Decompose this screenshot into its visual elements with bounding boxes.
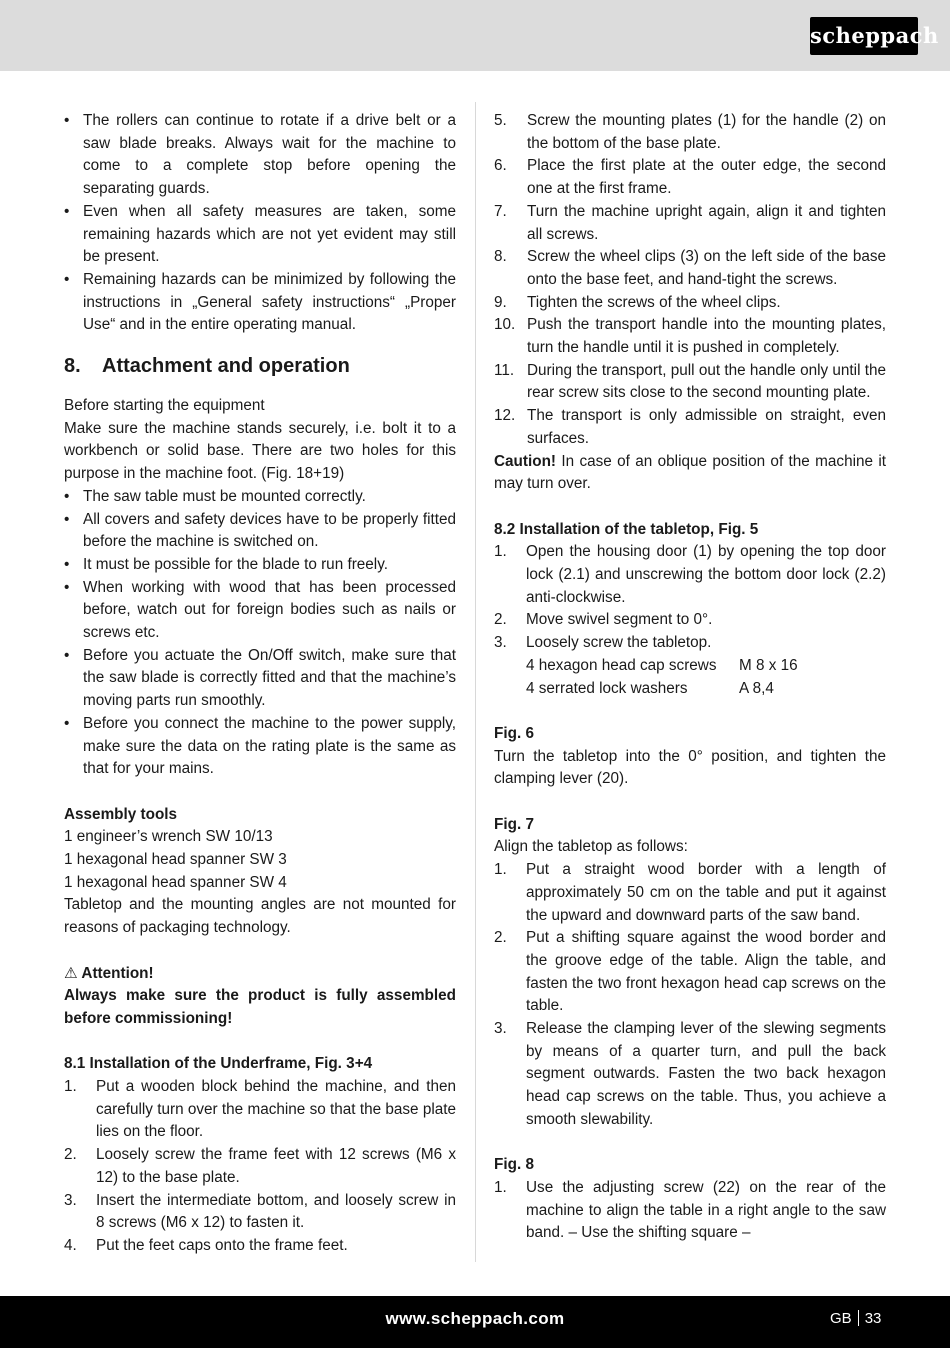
step-item <box>64 1076 456 1144</box>
tool-item: 1 hexagonal head spanner SW 3 <box>64 851 287 869</box>
section-number: 8. <box>64 355 81 378</box>
step-number: 11. <box>494 361 515 379</box>
attention-heading <box>64 963 456 986</box>
tabletop-heading: 8.2 Installation of the tabletop, Fig. 5 <box>494 520 759 538</box>
fig7-step-list <box>494 859 886 1131</box>
step-number: 1. <box>494 1178 507 1196</box>
bullet-item: • It must be possible for the blade to run freely. <box>64 554 456 577</box>
spec-row <box>526 678 886 701</box>
step-item <box>494 246 886 291</box>
step-item <box>494 405 886 450</box>
step-number: 7. <box>494 202 507 220</box>
step-number: 10. <box>494 316 516 334</box>
step-text: Loosely screw the frame feet with 12 screws (M6 x 12) to the base plate. <box>96 1146 456 1186</box>
step-item <box>494 859 886 927</box>
section-heading <box>64 349 456 395</box>
step-number: 1. <box>494 543 507 561</box>
underframe-step-list-continued <box>494 110 886 451</box>
fig7-heading: Fig. 7 <box>494 815 534 833</box>
before-start-text: Before starting the equipment <box>64 397 265 415</box>
step-text: Place the first plate at the outer edge, the second one at the first frame. <box>527 157 886 198</box>
bullet-item: • Remaining hazards can be minimized by following the instructions in „General safety instructions“ „Proper Use“ and in the entire operating manual. <box>64 269 456 337</box>
footer-band <box>0 1296 950 1348</box>
step-number: 4. <box>64 1237 77 1254</box>
step-text: Put the feet caps onto the frame feet. <box>96 1237 348 1254</box>
brand-logo <box>810 17 939 55</box>
packaging-note: Tabletop and the mounting angles are not mounted for reasons of packaging technology. <box>64 896 456 937</box>
step-item <box>494 360 886 405</box>
column-divider <box>475 102 476 1262</box>
fig6-heading: Fig. 6 <box>494 724 534 742</box>
bullet-item: • Before you connect the machine to the power supply, make sure the data on the rating plate is the same as that for your mains. <box>64 713 456 781</box>
step-item <box>494 292 886 315</box>
step-item <box>494 927 886 1018</box>
section-title: Attachment and operation <box>102 355 350 378</box>
step-number: 8. <box>494 248 507 266</box>
step-text: Screw the wheel clips (3) on the left side of the base onto the base feet, and hand-tight the screws. <box>527 248 886 288</box>
step-item <box>64 1144 456 1189</box>
step-text: Insert the intermediate bottom, and loosely screw in 8 screws (M6 x 12) to fasten it. <box>96 1191 456 1232</box>
intro-bullet-list <box>64 110 456 337</box>
step-text: Put a straight wood border with a length of approximately 50 cm on the table and put it against the upward and downward parts of the saw band. <box>526 861 886 924</box>
caution-body: In case of an oblique position of the machine it may turn over. <box>494 452 886 493</box>
spec-size: M 8 x 16 <box>739 656 798 674</box>
secure-instructions: Make sure the machine stands securely, i.e. bolt it to a workbench or solid base. There are two holes for this purpose in the machine foot. (Fig. 18+19) <box>64 419 456 483</box>
step-text: Tighten the screws of the wheel clips. <box>527 293 781 311</box>
step-item <box>64 1235 456 1258</box>
step-item <box>494 110 886 155</box>
step-text: Release the clamping lever of the slewing segments by means of a quarter turn, and pull the back segment outwards. Fasten the two back hexagon head cap screws on the table. Thus, you achieve a smooth slewability. <box>526 1020 886 1128</box>
fig7-intro: Align the tabletop as follows: <box>494 838 688 856</box>
header-band <box>0 0 950 71</box>
footer-language: GB <box>830 1310 852 1327</box>
step-number: 1. <box>64 1078 77 1096</box>
step-text: Use the adjusting screw (22) on the rear of the machine to align the table in a right angle to the saw band. – Use the shifting square – <box>526 1178 886 1242</box>
bullet-item: • When working with wood that has been processed before, watch out for foreign bodies such as nails or screws etc. <box>64 577 456 645</box>
step-text: During the transport, pull out the handle only until the rear screw sits close to the second mounting plate. <box>527 361 886 402</box>
assembly-tools-heading: Assembly tools <box>64 805 178 823</box>
step-item <box>494 1177 886 1245</box>
footer-separator <box>858 1310 859 1326</box>
step-item <box>494 609 886 632</box>
step-text: Push the transport handle into the mounting plates, turn the handle until it is pushed in completely. <box>527 316 886 357</box>
spec-size: A 8,4 <box>739 679 774 697</box>
bullet-item: • The rollers can continue to rotate if a drive belt or a saw blade breaks. Always wait for the machine to come to a complete stop before opening the separating guards. <box>64 110 456 201</box>
tool-item: 1 engineer’s wrench SW 10/13 <box>64 828 273 846</box>
underframe-step-list <box>64 1076 456 1258</box>
step-number: 3. <box>64 1191 77 1209</box>
step-text: Screw the mounting plates (1) for the handle (2) on the bottom of the base plate. <box>527 112 886 152</box>
tabletop-step-list <box>494 541 886 655</box>
warning-icon: ⚠ <box>64 964 78 982</box>
step-item <box>494 1018 886 1132</box>
attention-text: Always make sure the product is fully assembled before commissioning! <box>64 987 456 1027</box>
step-item <box>494 314 886 359</box>
fig6-text: Turn the tabletop into the 0° position, and tighten the clamping lever (20). <box>494 747 886 788</box>
step-number: 2. <box>494 611 507 629</box>
step-text: Put a wooden block behind the machine, and then carefully turn over the machine so that the base plate lies on the floor. <box>96 1078 456 1141</box>
step-text: Loosely screw the tabletop. <box>526 634 712 652</box>
caution-text <box>494 451 886 496</box>
spec-item: 4 hexagon head cap screws <box>526 656 717 674</box>
step-number: 2. <box>64 1146 77 1164</box>
left-column <box>64 110 456 1258</box>
fig8-heading: Fig. 8 <box>494 1156 534 1174</box>
spec-item: 4 serrated lock washers <box>526 679 688 697</box>
spec-row <box>526 655 886 678</box>
footer-page-indicator <box>830 1296 881 1342</box>
step-item <box>494 155 886 200</box>
step-text: The transport is only admissible on straight, even surfaces. <box>527 407 886 447</box>
step-item <box>494 541 886 609</box>
step-number: 1. <box>494 861 507 879</box>
fig8-step-list <box>494 1177 886 1245</box>
step-number: 9. <box>494 293 507 311</box>
step-item <box>494 201 886 246</box>
check-bullet-list <box>64 486 456 781</box>
brand-logo-text: scheppach <box>810 23 939 48</box>
step-text: Open the housing door (1) by opening the top door lock (2.1) and unscrewing the bottom door lock (2.2) anti-clockwise. <box>526 543 886 606</box>
step-number: 2. <box>494 929 507 947</box>
bullet-item: • All covers and safety devices have to be properly fitted before the machine is switched on. <box>64 509 456 554</box>
tool-item: 1 hexagonal head spanner SW 4 <box>64 873 287 891</box>
step-item <box>64 1190 456 1235</box>
underframe-heading: 8.1 Installation of the Underframe, Fig. 3+4 <box>64 1055 373 1073</box>
step-number: 5. <box>494 112 507 129</box>
step-text: Move swivel segment to 0°. <box>526 611 713 629</box>
attention-label: Attention! <box>81 964 154 982</box>
right-column <box>494 110 886 1245</box>
caution-label: Caution! <box>494 452 557 470</box>
footer-url: www.scheppach.com <box>385 1309 565 1328</box>
step-number: 12. <box>494 407 516 425</box>
bullet-item: • Even when all safety measures are taken, some remaining hazards which are not yet evident may still be present. <box>64 201 456 269</box>
bullet-item: • The saw table must be mounted correctly. <box>64 486 456 509</box>
step-number: 6. <box>494 157 507 175</box>
bullet-item: • Before you actuate the On/Off switch, make sure that the saw blade is correctly fitted and that the machine’s moving parts run smoothly. <box>64 645 456 713</box>
step-item <box>494 632 886 655</box>
step-text: Put a shifting square against the wood border and the groove edge of the table. Align the table, and fasten the two front hexagon head cap screws on the table. <box>526 929 886 1015</box>
step-number: 3. <box>494 634 507 652</box>
step-number: 3. <box>494 1020 507 1038</box>
step-text: Turn the machine upright again, align it and tighten all screws. <box>527 202 886 243</box>
tabletop-spec-list <box>494 655 886 700</box>
footer-page-number: 33 <box>864 1310 882 1327</box>
